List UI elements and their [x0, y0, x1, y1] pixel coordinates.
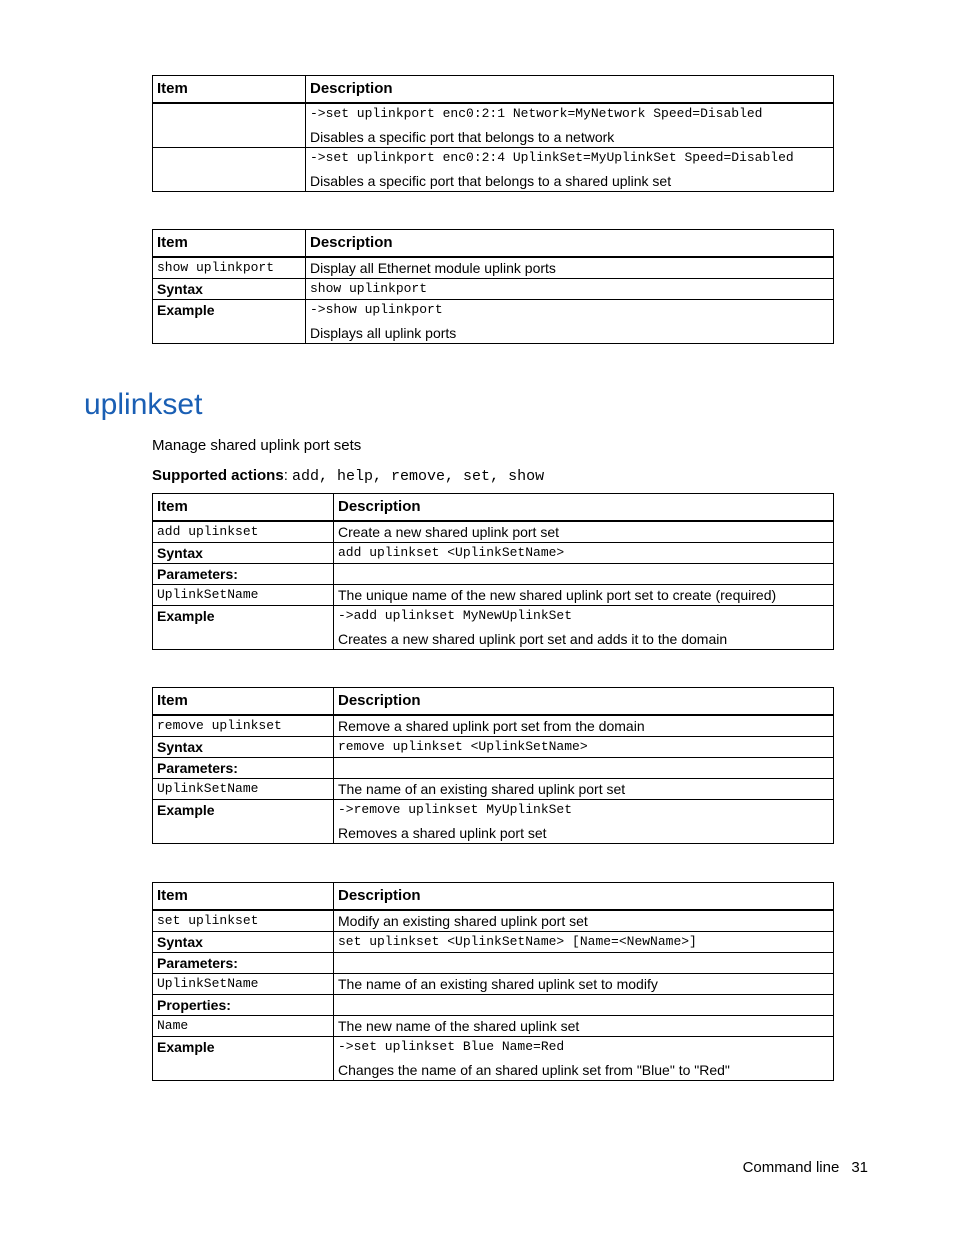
example-command: ->set uplinkport enc0:2:1 Network=MyNetwork Speed=Disabled	[310, 106, 763, 121]
syntax-label: Syntax	[153, 932, 334, 953]
item-cell	[153, 148, 306, 192]
parameters-label: Parameters:	[153, 564, 334, 585]
example-description: Removes a shared uplink port set	[338, 825, 547, 841]
properties-label: Properties:	[153, 995, 334, 1016]
description-header: Description	[334, 688, 834, 716]
command-row	[153, 910, 834, 932]
parameter-description: The name of an existing shared uplink set to modify	[334, 974, 834, 995]
command-row	[153, 521, 834, 543]
syntax-row	[153, 543, 834, 564]
example-description: Changes the name of an shared uplink set from "Blue" to "Red"	[338, 1062, 730, 1078]
property-name: Name	[153, 1016, 334, 1037]
example-cell	[334, 800, 834, 844]
command-name: set uplinkset	[153, 910, 334, 932]
item-cell	[153, 103, 306, 148]
parameter-row	[153, 585, 834, 606]
table-row	[153, 148, 834, 192]
set-uplinkset-table	[152, 882, 834, 1081]
table-header-row	[153, 688, 834, 716]
parameter-row	[153, 779, 834, 800]
command-row	[153, 715, 834, 737]
syntax-value: set uplinkset <UplinkSetName> [Name=<NewName>]	[334, 932, 834, 953]
example-description: Displays all uplink ports	[310, 325, 457, 341]
syntax-label: Syntax	[153, 279, 306, 300]
example-row	[153, 300, 834, 344]
supported-actions-label: Supported actions	[152, 467, 284, 484]
uplinkport-examples-table	[152, 75, 834, 192]
syntax-row	[153, 279, 834, 300]
example-cell	[334, 606, 834, 650]
parameter-row	[153, 974, 834, 995]
example-label: Example	[153, 1037, 334, 1081]
description-header: Description	[306, 230, 834, 258]
item-header: Item	[153, 76, 306, 104]
command-description: Create a new shared uplink port set	[334, 521, 834, 543]
table-header-row	[153, 883, 834, 911]
parameters-row	[153, 758, 834, 779]
empty-cell	[334, 758, 834, 779]
example-label: Example	[153, 300, 306, 344]
example-label: Example	[153, 800, 334, 844]
empty-cell	[334, 953, 834, 974]
item-header: Item	[153, 688, 334, 716]
example-description: Disables a specific port that belongs to a shared uplink set	[310, 173, 672, 189]
command-description: Modify an existing shared uplink port set	[334, 910, 834, 932]
syntax-value: remove uplinkset <UplinkSetName>	[334, 737, 834, 758]
example-command: ->set uplinkset Blue Name=Red	[338, 1039, 565, 1054]
example-cell	[334, 1037, 834, 1081]
table-row	[153, 103, 834, 148]
syntax-value: show uplinkport	[306, 279, 834, 300]
description-cell	[306, 148, 834, 192]
example-command: ->show uplinkport	[310, 302, 443, 317]
section-title: uplinkset	[84, 388, 203, 421]
page-number: 31	[851, 1159, 868, 1176]
table-header-row	[153, 76, 834, 104]
example-description: Disables a specific port that belongs to a network	[310, 129, 615, 145]
syntax-row	[153, 737, 834, 758]
example-description: Creates a new shared uplink port set and adds it to the domain	[338, 631, 728, 647]
example-command: ->set uplinkport enc0:2:4 UplinkSet=MyUplinkSet Speed=Disabled	[310, 150, 794, 165]
properties-row	[153, 995, 834, 1016]
section-intro: Manage shared uplink port sets	[152, 437, 362, 454]
syntax-row	[153, 932, 834, 953]
parameter-name: UplinkSetName	[153, 974, 334, 995]
parameters-row	[153, 564, 834, 585]
parameter-description: The name of an existing shared uplink port set	[334, 779, 834, 800]
command-description: Remove a shared uplink port set from the domain	[334, 715, 834, 737]
parameter-name: UplinkSetName	[153, 779, 334, 800]
command-description: Display all Ethernet module uplink ports	[306, 257, 834, 279]
footer-section: Command line	[742, 1159, 840, 1176]
example-command: ->remove uplinkset MyUplinkSet	[338, 802, 573, 817]
item-header: Item	[153, 883, 334, 911]
syntax-label: Syntax	[153, 737, 334, 758]
table-header-row	[153, 230, 834, 258]
show-uplinkport-table	[152, 229, 834, 344]
description-header: Description	[334, 494, 834, 522]
command-name: show uplinkport	[153, 257, 306, 279]
supported-actions-value: add, help, remove, set, show	[292, 468, 545, 485]
syntax-label: Syntax	[153, 543, 334, 564]
property-description: The new name of the shared uplink set	[334, 1016, 834, 1037]
description-header: Description	[306, 76, 834, 104]
property-row	[153, 1016, 834, 1037]
table-header-row	[153, 494, 834, 522]
parameters-label: Parameters:	[153, 953, 334, 974]
item-header: Item	[153, 494, 334, 522]
page-footer	[743, 1159, 868, 1176]
parameters-label: Parameters:	[153, 758, 334, 779]
command-name: add uplinkset	[153, 521, 334, 543]
item-header: Item	[153, 230, 306, 258]
parameter-name: UplinkSetName	[153, 585, 334, 606]
description-cell	[306, 103, 834, 148]
empty-cell	[334, 564, 834, 585]
example-row	[153, 800, 834, 844]
example-row	[153, 606, 834, 650]
empty-cell	[334, 995, 834, 1016]
description-header: Description	[334, 883, 834, 911]
remove-uplinkset-table	[152, 687, 834, 844]
parameters-row	[153, 953, 834, 974]
example-command: ->add uplinkset MyNewUplinkSet	[338, 608, 573, 623]
example-row	[153, 1037, 834, 1081]
add-uplinkset-table	[152, 493, 834, 650]
syntax-value: add uplinkset <UplinkSetName>	[334, 543, 834, 564]
example-label: Example	[153, 606, 334, 650]
example-cell	[306, 300, 834, 344]
supported-actions: Supported actions: add, help, remove, set, show	[152, 467, 545, 485]
parameter-description: The unique name of the new shared uplink port set to create (required)	[334, 585, 834, 606]
command-name: remove uplinkset	[153, 715, 334, 737]
command-row	[153, 257, 834, 279]
